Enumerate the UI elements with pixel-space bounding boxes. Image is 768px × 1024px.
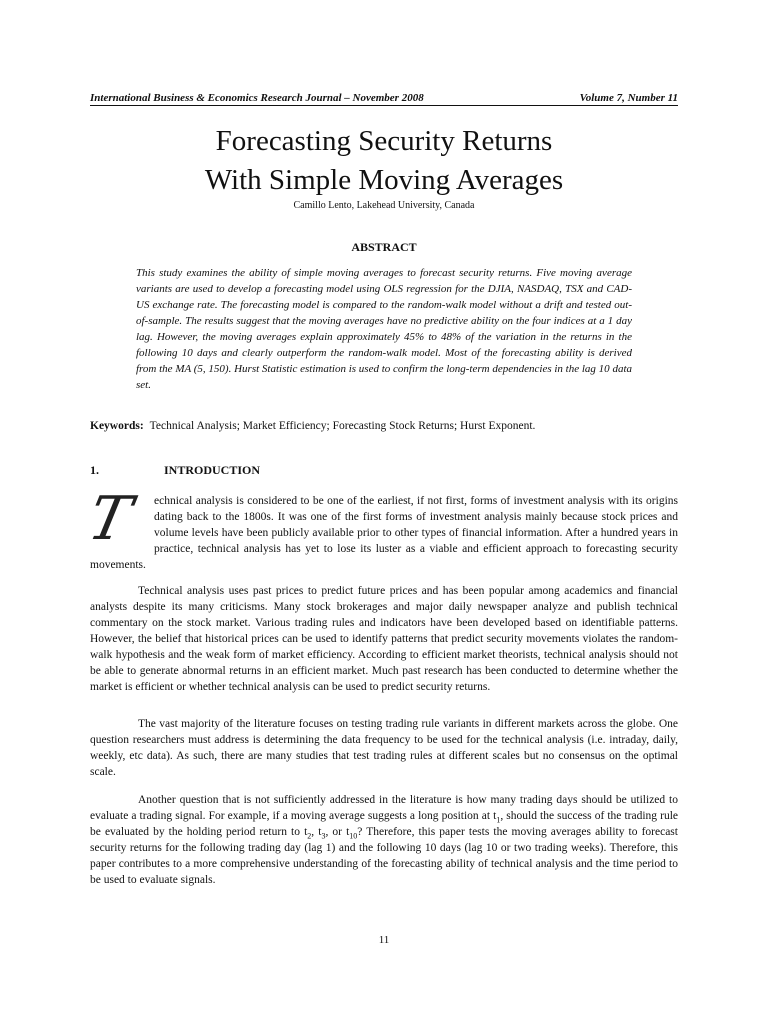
running-header — [90, 92, 678, 106]
paragraph-4-part-e: ? Therefore, this paper tests the moving averages ability to forecast security returns for the following trading day (lag 1) and the following 10 days (lag 10 or two trading weeks). Therefore, this paper contributes to a more comprehensive understanding of the forecasting ability of technical analysis and the time period to be used to evaluate signals. — [90, 826, 678, 886]
journal-name: International Business & Economics Research Journal – November 2008 — [90, 92, 424, 104]
paragraph-4-text — [90, 792, 678, 888]
paragraph-1-text: echnical analysis is considered to be one of the earliest, if not first, forms of investment analysis with its origins dating back to the 1800s. It was one of the first forms of investment analysis mainly because stock prices and volume levels have been publicly available prior to other types of financial information. After a hundred years in practice, technical analysis has yet to lose its luster as a viable and efficient approach to forecasting security movements. — [90, 495, 678, 571]
subscript-2: 2 — [307, 831, 312, 841]
subscript-1: 1 — [496, 815, 501, 825]
author-line: Camillo Lento, Lakehead University, Canada — [293, 200, 475, 211]
abstract-text: This study examines the ability of simple moving averages to forecast security returns. Five moving average variants are used to develop a forecasting model using OLS regression for the DJIA, NASDAQ, TSX and CAD-US exchange rate. The forecasting model is compared to the random-walk model without a drift and tested out-of-sample. The results suggest that the moving averages have no predictive ability on the four indices at a 1 day lag. However, the moving averages explain approximately 45% to 48% of the variation in the returns in the following 10 days and clearly outperform the random-walk model. Most of the forecasting ability is derived from the MA (5, 150). Hurst Statistic estimation is used to confirm the long-term dependencies in the lag 10 data set. — [136, 267, 632, 391]
paper-title — [90, 122, 678, 200]
paragraph-3 — [90, 716, 678, 780]
section-title: INTRODUCTION — [164, 463, 261, 477]
paragraph-4 — [90, 792, 678, 888]
drop-cap: T — [82, 484, 138, 554]
paragraph-3-text: The vast majority of the literature focuses on testing trading rule variants in different markets across the globe. One question researchers must address is determining the data frequency to be used for the technical analysis (i.e. intraday, daily, weekly, etc data). As such, there are many studies that test trading rules at different scales but no consensus on the optimal scale. — [90, 718, 678, 778]
paragraph-2 — [90, 583, 678, 695]
paragraph-4-part-b: , should the success of the trading rule be evaluated by the holding period return to t — [90, 810, 679, 838]
subscript-10: 10 — [349, 831, 358, 841]
abstract-heading: ABSTRACT — [351, 240, 417, 254]
volume-number: Volume 7, Number 11 — [579, 92, 678, 104]
title-line-1: Forecasting Security Returns — [215, 125, 553, 157]
paragraph-1 — [82, 484, 678, 573]
section-heading — [90, 463, 678, 478]
subscript-3: 3 — [321, 831, 326, 841]
keywords-label: Keywords: — [90, 420, 144, 432]
paragraph-4-part-a: Another question that is not sufficiently addressed in the literature is how many trading days should be utilized to evaluate a trading signal. For example, if a moving average suggests a long position at t — [90, 794, 678, 822]
keywords-text: Technical Analysis; Market Efficiency; Forecasting Stock Returns; Hurst Exponent. — [149, 420, 536, 432]
paragraph-4-part-d: , or t — [325, 826, 350, 838]
paragraph-2-text: Technical analysis uses past prices to predict future prices and has been popular among academics and financial analysts despite its many criticisms. Many stock brokerages and major daily newspaper analyze and publish technical commentary on the stock market. Various trading rules and indicators have been developed based on identifiable patterns. However, the belief that historical prices can be used to identify patterns that predict security movements violates the random-walk hypothesis and the weak form of market efficiency. According to efficient market theorists, technical analysis should not be able to generate abnormal returns in an efficient market. Much past research has been conducted to determine whether the market is efficient or whether technical analysis can be used to predict security returns. — [90, 585, 678, 693]
page-number: 11 — [378, 934, 390, 946]
paragraph-4-part-c: , t — [311, 826, 322, 838]
section-number: 1. — [90, 463, 99, 477]
keywords — [90, 420, 678, 432]
title-line-2: With Simple Moving Averages — [204, 164, 564, 196]
